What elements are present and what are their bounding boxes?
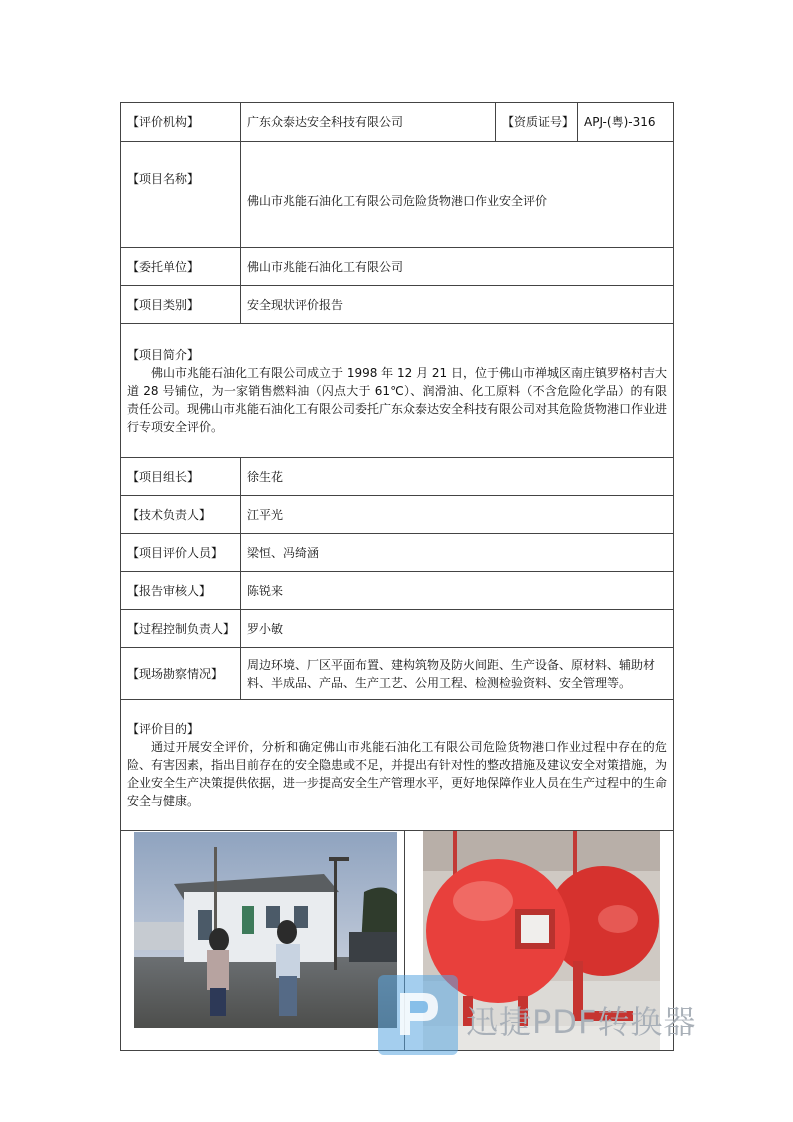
client-value: 佛山市兆能石油化工有限公司 <box>241 248 674 286</box>
intro-cell <box>121 324 674 458</box>
site-survey-photo <box>134 832 397 1028</box>
reviewer-value: 陈锐来 <box>241 572 674 610</box>
row-intro <box>121 324 674 458</box>
tech-value: 江平光 <box>241 496 674 534</box>
evaluators-label: 【项目评价人员】 <box>121 534 241 572</box>
watermark-text: 迅捷PDF转换器 <box>466 1003 697 1041</box>
tech-label: 【技术负责人】 <box>121 496 241 534</box>
row-reviewer <box>121 572 674 610</box>
intro-label: 【项目简介】 <box>127 347 200 362</box>
row-org <box>121 103 674 142</box>
project-name-value: 佛山市兆能石油化工有限公司危险货物港口作业安全评价 <box>241 142 674 248</box>
org-label: 【评价机构】 <box>121 103 241 142</box>
info-table <box>120 102 674 1051</box>
category-value: 安全现状评价报告 <box>241 286 674 324</box>
goal-cell <box>121 700 674 831</box>
leader-label: 【项目组长】 <box>121 458 241 496</box>
cert-label: 【资质证号】 <box>496 103 578 142</box>
cert-value: APJ-(粤)-316 <box>578 103 674 142</box>
evaluation-form <box>120 102 673 1051</box>
goal-label: 【评价目的】 <box>127 722 200 736</box>
row-site <box>121 648 674 700</box>
leader-value: 徐生花 <box>241 458 674 496</box>
reviewer-label: 【报告审核人】 <box>121 572 241 610</box>
row-tech <box>121 496 674 534</box>
row-leader <box>121 458 674 496</box>
client-label: 【委托单位】 <box>121 248 241 286</box>
site-label: 【现场勘察情况】 <box>121 648 241 700</box>
org-value: 广东众泰达安全科技有限公司 <box>241 103 496 142</box>
site-value: 周边环境、厂区平面布置、建构筑物及防火间距、生产设备、原材料、辅助材料、半成品、产品、生产工艺、公用工程、检测检验资料、安全管理等。 <box>241 648 674 700</box>
row-client <box>121 248 674 286</box>
process-value: 罗小敏 <box>241 610 674 648</box>
project-name-label: 【项目名称】 <box>121 142 241 248</box>
row-evaluators <box>121 534 674 572</box>
watermark <box>378 975 738 1055</box>
evaluators-value: 梁恒、冯绮涵 <box>241 534 674 572</box>
intro-text: 佛山市兆能石油化工有限公司成立于 1998 年 12 月 21 日，位于佛山市禅城区南庄镇罗格村吉大道 28 号铺位，为一家销售燃料油（闪点大于 61℃）、润滑油、化工原料（不含危险化学品）的有限责任公司。现佛山市兆能石油化工有限公司委托广东众泰达安全科技有限公司对其危险货物港口作业进行专项安全评价。 <box>127 365 668 434</box>
goal-text: 通过开展安全评价，分析和确定佛山市兆能石油化工有限公司危险货物港口作业过程中存在的危险、有害因素，指出目前存在的安全隐患或不足，并提出有针对性的整改措施及建议安全对策措施，为企业安全生产决策提供依据，进一步提高安全生产管理水平，更好地保障作业人员在生产过程中的生命安全与健康。 <box>127 740 668 808</box>
row-category <box>121 286 674 324</box>
process-label: 【过程控制负责人】 <box>121 610 241 648</box>
row-process <box>121 610 674 648</box>
converter-logo-icon <box>378 975 458 1055</box>
row-goal <box>121 700 674 831</box>
row-project-name <box>121 142 674 248</box>
category-label: 【项目类别】 <box>121 286 241 324</box>
